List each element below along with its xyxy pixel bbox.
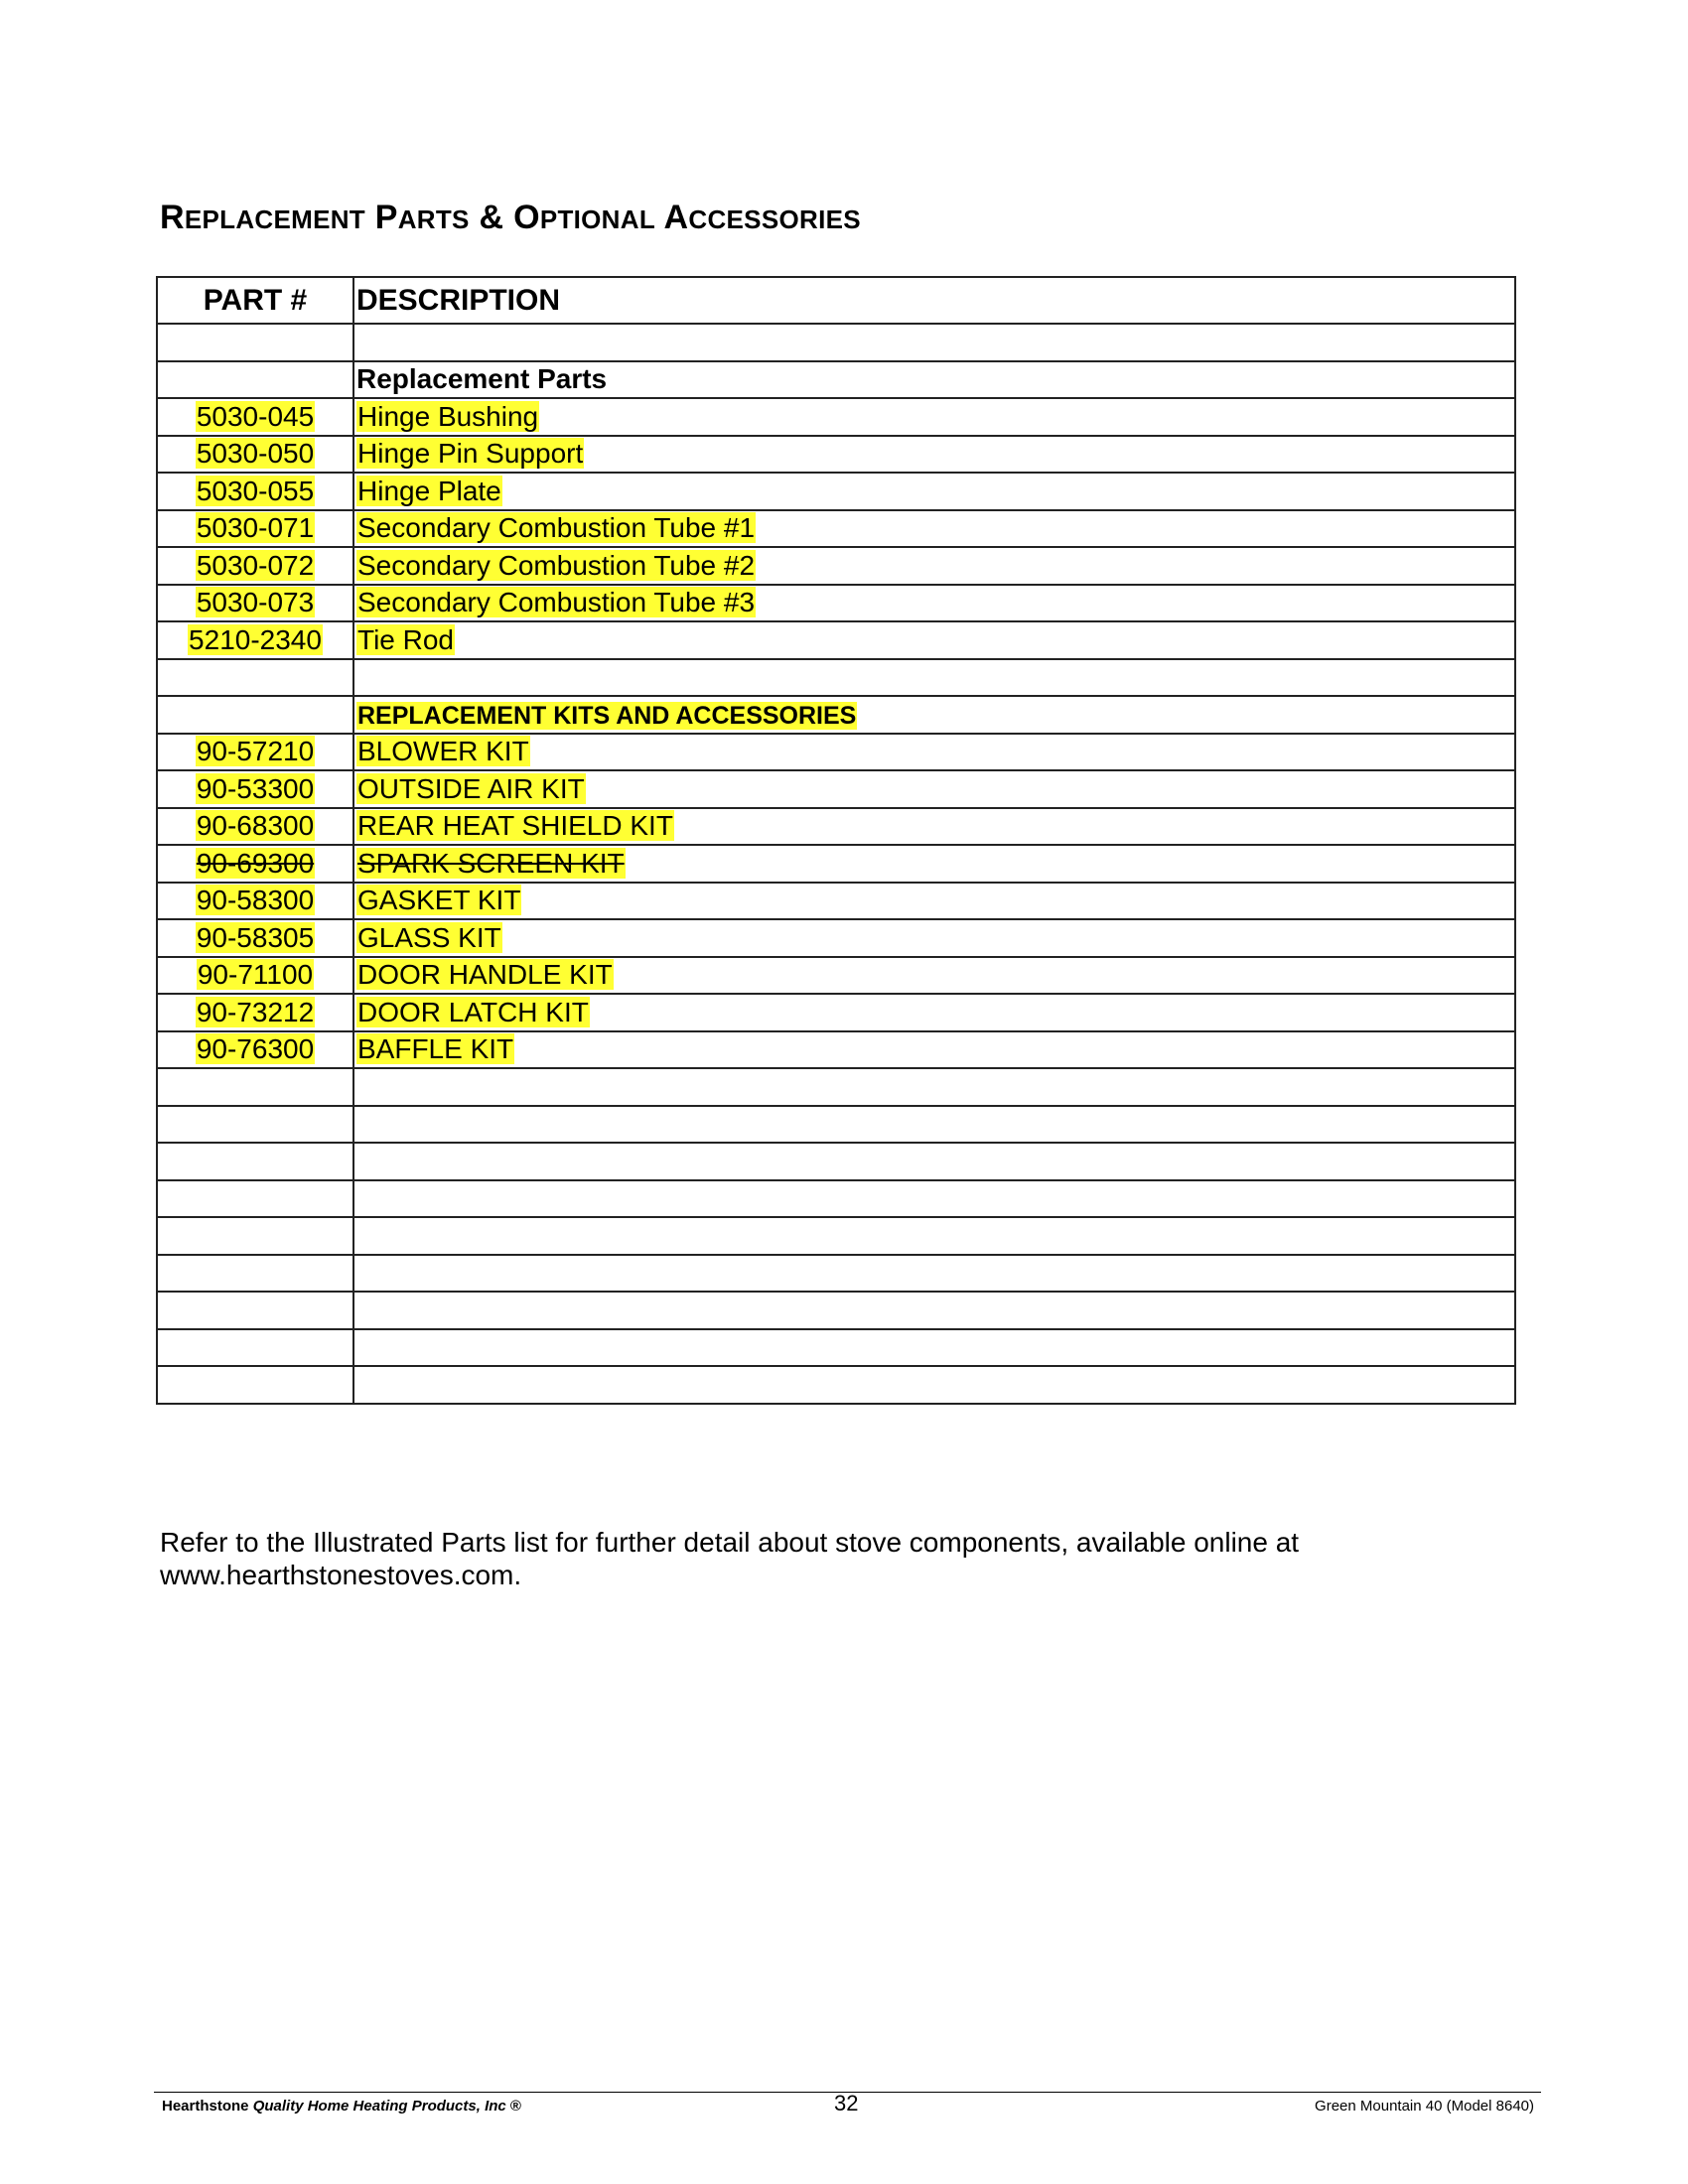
table-header-row: [157, 277, 1515, 324]
footer-model: Green Mountain 40 (Model 8640): [1315, 2098, 1534, 2115]
table-row-blank: [157, 1068, 1515, 1106]
part-number-cell: [157, 1180, 353, 1218]
part-number-cell: [157, 919, 353, 957]
table-row-blank: [157, 1180, 1515, 1218]
table-row: [157, 1031, 1515, 1069]
part-number: 90-68300: [196, 810, 315, 842]
table-row: [157, 547, 1515, 585]
part-number-cell: [157, 808, 353, 846]
part-number-cell: [157, 696, 353, 734]
part-number-cell: [157, 361, 353, 399]
part-number: 90-57210: [196, 736, 315, 767]
part-number: 90-76300: [196, 1033, 315, 1065]
page-title: [160, 199, 861, 237]
table-row: [157, 436, 1515, 474]
part-description: Hinge Bushing: [357, 400, 539, 432]
part-number-cell: [157, 398, 353, 436]
description-cell: [353, 1366, 1515, 1404]
table-row: [157, 398, 1515, 436]
description-cell: [353, 845, 1515, 883]
table-row: [157, 919, 1515, 957]
part-number: 90-71100: [197, 959, 314, 991]
part-number-cell: [157, 436, 353, 474]
table-row: [157, 361, 1515, 399]
footer-company-name: Quality Home Heating Products, Inc: [252, 2098, 506, 2115]
part-number-cell: [157, 1031, 353, 1069]
part-description: Secondary Combustion Tube #1: [357, 512, 756, 544]
title-word-rest: EPLACEMENT: [184, 205, 365, 234]
footer-registered-mark: ®: [509, 2098, 521, 2115]
part-number: 90-73212: [196, 996, 315, 1027]
part-number-cell: [157, 1292, 353, 1329]
description-cell: [353, 1329, 1515, 1367]
part-number-cell: [157, 1068, 353, 1106]
table-row: [157, 770, 1515, 808]
table-row: [157, 473, 1515, 510]
description-cell: [353, 994, 1515, 1031]
description-cell: [353, 696, 1515, 734]
part-number-cell: [157, 1106, 353, 1144]
table-row: [157, 585, 1515, 622]
title-initial: O: [513, 199, 540, 236]
table-row: [157, 957, 1515, 995]
part-number-cell: [157, 1255, 353, 1293]
description-cell: [353, 547, 1515, 585]
description-cell: [353, 585, 1515, 622]
part-number: 5030-073: [196, 587, 315, 618]
description-cell: [353, 1217, 1515, 1255]
part-description: Secondary Combustion Tube #3: [357, 587, 756, 618]
section-heading: REPLACEMENT KITS AND ACCESSORIES: [357, 701, 857, 730]
description-cell: [353, 808, 1515, 846]
table-row: [157, 808, 1515, 846]
description-cell: [353, 1292, 1515, 1329]
description-cell: [353, 1143, 1515, 1180]
part-number: 5030-072: [196, 549, 315, 581]
description-cell: [353, 510, 1515, 548]
part-number: 90-69300: [196, 847, 315, 879]
reference-note: Refer to the Illustrated Parts list for further detail about stove components, available online at www.hearthstonestoves.com.: [160, 1527, 1300, 1590]
description-cell: [353, 1068, 1515, 1106]
table-row-blank: [157, 324, 1515, 361]
description-cell: [353, 734, 1515, 771]
part-description: DOOR LATCH KIT: [357, 996, 589, 1027]
part-number-cell: [157, 547, 353, 585]
table-row: [157, 734, 1515, 771]
title-initial: A: [663, 199, 689, 236]
description-cell: [353, 361, 1515, 399]
table-row: [157, 883, 1515, 920]
table-row: [157, 696, 1515, 734]
table-row: [157, 510, 1515, 548]
title-word-rest: ARTS: [397, 205, 470, 234]
part-description: BAFFLE KIT: [357, 1033, 514, 1065]
table-row-blank: [157, 1217, 1515, 1255]
part-number-cell: [157, 1329, 353, 1367]
description-cell: [353, 1255, 1515, 1293]
description-cell: [353, 770, 1515, 808]
part-number-cell: [157, 1217, 353, 1255]
part-number: 5030-055: [196, 475, 315, 506]
part-description: GASKET KIT: [357, 885, 521, 916]
part-number-cell: [157, 734, 353, 771]
part-number-header: PART #: [157, 277, 353, 324]
part-description: Tie Rod: [357, 623, 455, 655]
part-number-cell: [157, 621, 353, 659]
table-row-blank: [157, 1143, 1515, 1180]
part-number-cell: [157, 1143, 353, 1180]
title-initial: &: [479, 199, 504, 236]
part-description: Hinge Pin Support: [357, 438, 584, 470]
description-cell: [353, 436, 1515, 474]
title-initial: R: [160, 199, 185, 236]
part-number-cell: [157, 883, 353, 920]
description-cell: [353, 1106, 1515, 1144]
part-description: BLOWER KIT: [357, 736, 529, 767]
part-number-cell: [157, 770, 353, 808]
part-number-cell: [157, 324, 353, 361]
table-row-blank: [157, 1255, 1515, 1293]
part-number: 5030-071: [196, 512, 315, 544]
table-row: [157, 621, 1515, 659]
parts-table: [156, 276, 1516, 1405]
part-number-cell: [157, 845, 353, 883]
part-number: 5030-050: [196, 438, 315, 470]
part-description: SPARK SCREEN KIT: [357, 847, 625, 879]
title-initial: P: [374, 199, 398, 236]
part-description: OUTSIDE AIR KIT: [357, 772, 585, 804]
section-heading: Replacement Parts: [356, 363, 608, 395]
table-row: [157, 845, 1515, 883]
part-number: 5030-045: [196, 400, 315, 432]
footer-brand: Hearthstone: [162, 2098, 249, 2115]
description-cell: [353, 621, 1515, 659]
description-cell: [353, 473, 1515, 510]
part-description: GLASS KIT: [357, 921, 501, 953]
description-cell: [353, 957, 1515, 995]
table-row-blank: [157, 1292, 1515, 1329]
part-number-cell: [157, 957, 353, 995]
table-row-blank: [157, 1106, 1515, 1144]
part-description: Hinge Plate: [357, 475, 501, 506]
footer-company: [162, 2098, 521, 2115]
part-number: 90-58300: [196, 885, 315, 916]
part-description: REAR HEAT SHIELD KIT: [357, 810, 673, 842]
part-number: 90-58305: [196, 921, 315, 953]
part-number: 90-53300: [196, 772, 315, 804]
part-number: 5210-2340: [189, 623, 322, 655]
description-cell: [353, 883, 1515, 920]
description-cell: [353, 398, 1515, 436]
part-number-cell: [157, 585, 353, 622]
table-row: [157, 994, 1515, 1031]
description-cell: [353, 1031, 1515, 1069]
part-description: DOOR HANDLE KIT: [357, 959, 613, 991]
title-word-rest: PTIONAL: [539, 205, 656, 234]
part-number-cell: [157, 659, 353, 697]
table-row-blank: [157, 1329, 1515, 1367]
table-row-blank: [157, 1366, 1515, 1404]
part-number-cell: [157, 510, 353, 548]
table-row-blank: [157, 659, 1515, 697]
part-number-cell: [157, 994, 353, 1031]
part-description: Secondary Combustion Tube #2: [357, 549, 756, 581]
part-number-cell: [157, 1366, 353, 1404]
description-cell: [353, 659, 1515, 697]
description-cell: [353, 1180, 1515, 1218]
description-header: DESCRIPTION: [353, 277, 1515, 324]
description-cell: [353, 324, 1515, 361]
part-number-cell: [157, 473, 353, 510]
page-number: 32: [834, 2091, 859, 2116]
title-word-rest: CCESSORIES: [688, 205, 861, 234]
description-cell: [353, 919, 1515, 957]
